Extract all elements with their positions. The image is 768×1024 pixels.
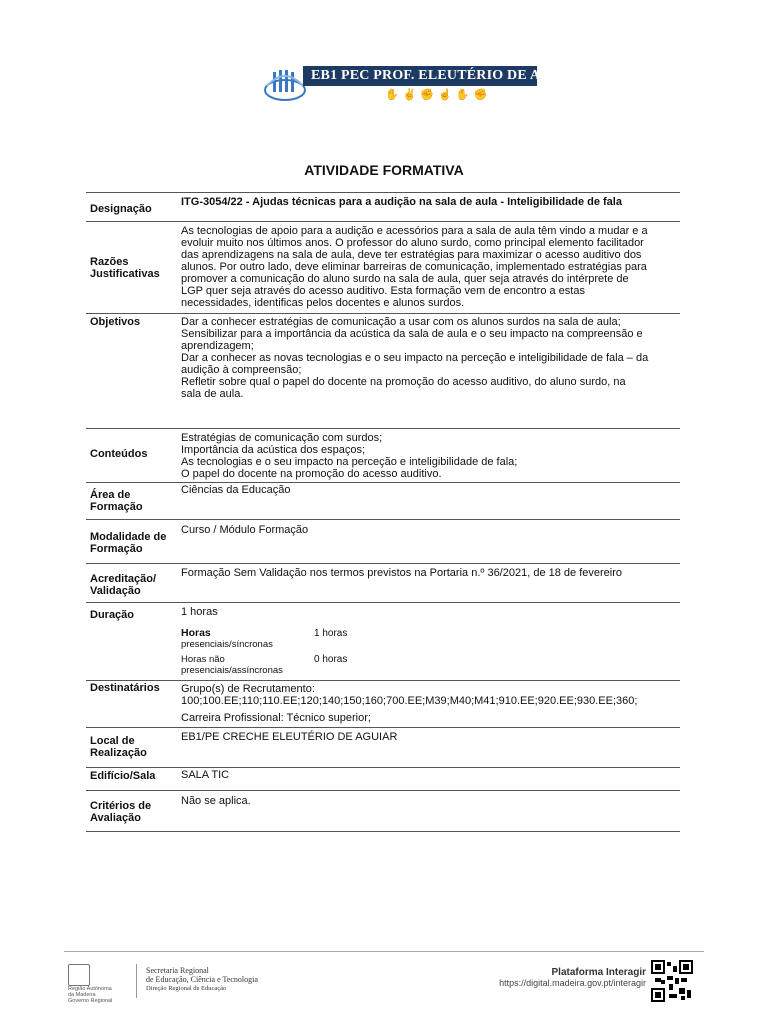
text-line: aprendizagem; xyxy=(181,340,254,352)
nao-presencial-label-line: presenciais/assíncronas xyxy=(181,665,283,676)
region-line: da Madeira xyxy=(68,992,96,998)
footer-divider xyxy=(64,951,704,952)
area-label-line: Área de xyxy=(90,489,131,501)
objetivos-label: Objetivos xyxy=(90,316,141,328)
secretariat-name xyxy=(146,966,296,993)
text-line: LGP quer seja através do acesso auditivo. Esta formação vem de encontro a estas xyxy=(181,285,585,297)
text-line: Estratégias de comunicação com surdos; xyxy=(181,432,383,444)
row-divider xyxy=(86,680,680,681)
acreditacao-label-line: Validação xyxy=(90,585,141,597)
conteudos-label: Conteúdos xyxy=(90,448,148,460)
row-divider xyxy=(86,790,680,791)
row-divider xyxy=(86,727,680,728)
razoes-label xyxy=(90,256,160,280)
destinatarios-label: Destinatários xyxy=(90,682,160,694)
text-line: necessidades, identificas pelos docentes e alunos surdos. xyxy=(181,297,465,309)
presencial-label-line: Horas xyxy=(181,627,211,639)
school-name: EB1 PEC PROF. ELEUTÉRIO DE AGUIAR xyxy=(311,68,588,83)
text-line: 100;100.EE;110;110.EE;120;140;150;160;700.EE;M39;M40;M41;910.EE;920.EE;930.EE;360; xyxy=(181,695,638,707)
platform-name: Plataforma Interagir xyxy=(551,967,646,978)
text-line: Importância da acústica dos espaços; xyxy=(181,444,366,456)
secretariat-line: de Educação, Ciência e Tecnologia xyxy=(146,975,258,984)
nao-presencial-value: 0 horas xyxy=(314,654,348,665)
modalidade-label xyxy=(90,531,166,555)
school-logo xyxy=(263,64,588,106)
text-line: alunos. Por outro lado, deve eliminar barreiras de comunicação, implementado estratégias para xyxy=(181,261,647,273)
platform-info xyxy=(499,967,646,989)
row-divider xyxy=(86,767,680,768)
duracao-value: 1 horas xyxy=(181,606,218,618)
area-label xyxy=(90,489,143,513)
nao-presencial-label xyxy=(181,654,283,676)
page-title: ATIVIDADE FORMATIVA xyxy=(304,162,464,178)
destinatarios-text xyxy=(181,683,681,724)
modalidade-label-line: Modalidade de xyxy=(90,531,167,543)
region-name xyxy=(68,986,128,1004)
text-line: Dar a conhecer estratégias de comunicação a usar com os alunos surdos na sala de aula; xyxy=(181,316,621,328)
secretariat-line: Direção Regional de Educação xyxy=(146,985,227,992)
text-line: Grupo(s) de Recrutamento: xyxy=(181,683,315,695)
text-line: sala de aula. xyxy=(181,388,244,400)
region-line: Região Autónoma xyxy=(68,986,112,992)
text-line: Carreira Profissional: Técnico superior; xyxy=(181,712,371,724)
row-divider xyxy=(86,831,680,832)
platform-url[interactable]: https://digital.madeira.gov.pt/interagir xyxy=(499,978,646,988)
designacao-value: ITG-3054/22 - Ajudas técnicas para a audição na sala de aula - Inteligibilidade de fala xyxy=(181,196,622,208)
row-divider xyxy=(86,313,680,314)
government-logo xyxy=(66,962,286,1004)
logo-separator xyxy=(136,964,137,998)
region-line: Governo Regional xyxy=(68,998,113,1004)
acreditacao-label-line: Acreditação/ xyxy=(90,573,157,585)
coat-of-arms-icon xyxy=(68,964,90,986)
modalidade-value: Curso / Módulo Formação xyxy=(181,524,309,536)
secretariat-line: Secretaria Regional xyxy=(146,966,209,975)
edificio-label: Edifício/Sala xyxy=(90,770,156,782)
row-divider xyxy=(86,519,680,520)
nao-presencial-label-line: Horas não xyxy=(181,654,225,665)
text-line: Sensibilizar para a importância da acústica da sala de aula e o seu impacto na compreensão e xyxy=(181,328,643,340)
objetivos-text xyxy=(181,316,681,400)
area-label-line: Formação xyxy=(90,501,143,513)
qr-code-icon[interactable] xyxy=(651,960,693,1002)
sign-language-hands-icon: ✋✌✊☝✋✊ xyxy=(385,89,492,101)
bridge-emblem-icon xyxy=(263,64,307,106)
local-label-line: Realização xyxy=(90,747,147,759)
local-label-line: Local de xyxy=(90,735,135,747)
acreditacao-label xyxy=(90,573,156,597)
school-name-banner xyxy=(303,66,588,86)
criterios-label xyxy=(90,800,151,824)
razoes-label-line: Razões xyxy=(90,256,129,268)
razoes-text xyxy=(181,225,681,309)
designacao-label: Designação xyxy=(90,203,152,215)
text-line: As tecnologias de apoio para a audição e acessórios para a sala de aula têm vindo a mudar e a xyxy=(181,225,648,237)
row-divider xyxy=(86,428,680,429)
text-line: Dar a conhecer as novas tecnologias e o seu impacto na perceção e inteligibilidade de fala – da xyxy=(181,352,649,364)
edificio-value: SALA TIC xyxy=(181,769,230,781)
local-label xyxy=(90,735,147,759)
criterios-value: Não se aplica. xyxy=(181,795,251,807)
duracao-label: Duração xyxy=(90,609,135,621)
row-divider xyxy=(86,563,680,564)
text-line: As tecnologias e o seu impacto na perceção e inteligibilidade de fala; xyxy=(181,456,518,468)
text-line: promover a comunicação do aluno surdo na sala de aula, quer seja através do intérprete de xyxy=(181,273,629,285)
razoes-label-line: Justificativas xyxy=(90,268,160,280)
text-line: evoluir muito nos últimos anos. O professor do aluno surdo, como principal elemento facilitador xyxy=(181,237,644,249)
area-value: Ciências da Educação xyxy=(181,484,291,496)
criterios-label-line: Critérios de xyxy=(90,800,152,812)
row-divider xyxy=(86,192,680,193)
text-line: Refletir sobre qual o papel do docente na promoção do acesso auditivo, do aluno surdo, na xyxy=(181,376,626,388)
conteudos-text xyxy=(181,432,681,480)
presencial-label xyxy=(181,628,273,650)
presencial-value: 1 horas xyxy=(314,628,348,639)
row-divider xyxy=(86,602,680,603)
criterios-label-line: Avaliação xyxy=(90,812,141,824)
acreditacao-value: Formação Sem Validação nos termos previstos na Portaria n.º 36/2021, de 18 de fevereiro xyxy=(181,567,622,579)
modalidade-label-line: Formação xyxy=(90,543,143,555)
local-value: EB1/PE CRECHE ELEUTÉRIO DE AGUIAR xyxy=(181,731,398,743)
text-line: das aprendizagens na sala de aula, deve ter estratégias para maximizar o acesso auditivo dos xyxy=(181,249,642,261)
text-line: O papel do docente na promoção do acesso auditivo. xyxy=(181,468,442,480)
presencial-label-line: presenciais/síncronas xyxy=(181,639,273,650)
text-line: audição à compreensão; xyxy=(181,364,302,376)
row-divider xyxy=(86,482,680,483)
row-divider xyxy=(86,221,680,222)
